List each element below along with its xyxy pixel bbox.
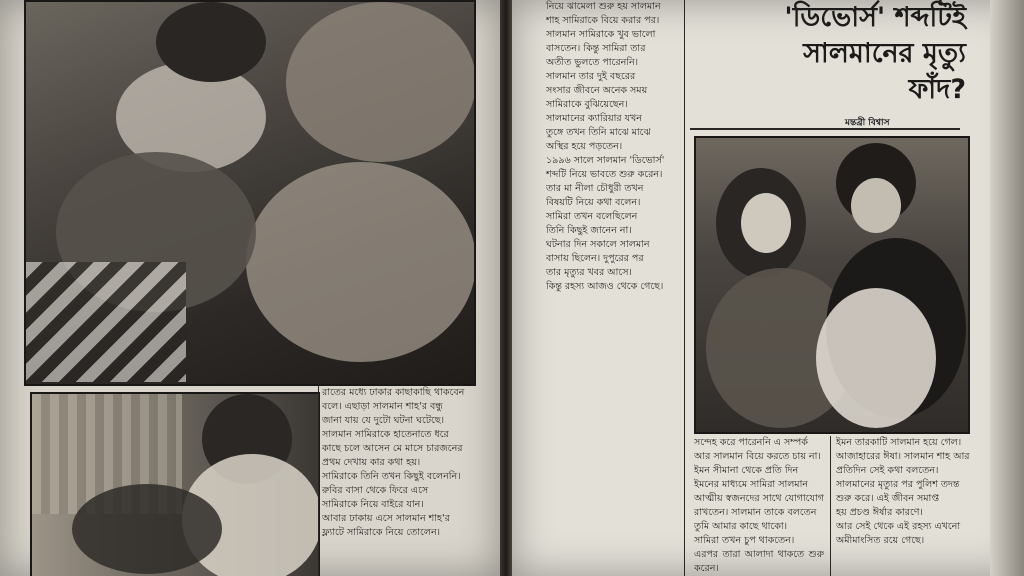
- text-line: আবার ঢাকায় এসে সালমান শাহ'র: [322, 513, 450, 524]
- column-rule: [318, 386, 319, 576]
- text-line: ১৯৯৬ সালে সালমান 'ডিভোর্স': [546, 155, 665, 166]
- column-rule: [830, 436, 831, 576]
- headline-line-3: ফাঁদ?: [908, 74, 966, 105]
- text-line: বাসতেন। কিন্তু সামিরা তার: [546, 43, 646, 54]
- text-line: সামিরাকে তিনি তখন কিছুই বলেননি।: [322, 471, 461, 482]
- text-line: সামিরা তখন চুপ থাকতেন।: [694, 535, 795, 546]
- photo-couple-portrait: [694, 136, 970, 434]
- text-line: এরপর তারা আলাদা থাকতে শুরু করেন।: [694, 549, 824, 574]
- column-rule: [684, 0, 685, 576]
- text-line: শাহ সামিরাকে বিয়ে করার পর।: [546, 15, 660, 26]
- text-line: সালমান সামিরাকে হাতেনাতে ধরে: [322, 429, 449, 440]
- text-line: নিয়ে ঝামেলা শুরু হয় সালমান: [546, 1, 661, 12]
- text-line: সামিরাকে নিয়ে বাইরে যান।: [322, 499, 424, 510]
- text-line: সন্দেহ করে পারেননি এ সম্পর্ক: [694, 437, 808, 448]
- right-article-column-left: [546, 0, 680, 576]
- text-line: তুমি আমার কাছে থাকো।: [694, 521, 788, 532]
- article-headline: [716, 0, 966, 108]
- text-line: জানা যায় যে দুটো ঘটনা ঘটেছে।: [322, 415, 444, 426]
- text-line: তিনি কিছুই জানেন না।: [546, 225, 632, 236]
- text-line: রাখতেন। সালমান তাকে বলতেন: [694, 507, 817, 518]
- text-line: সামিরা তখন বলেছিলেন: [546, 211, 638, 222]
- left-newspaper-page: [0, 0, 500, 576]
- text-line: অমীমাংসিত রয়ে গেছে।: [836, 535, 925, 546]
- right-article-column-middle: [694, 436, 824, 576]
- page-gutter: [500, 0, 512, 576]
- text-line: আর সালমান বিয়ে করতে চায় না।: [694, 451, 821, 462]
- text-line: প্রতিদিন সেই কথা বলতেন।: [836, 465, 939, 476]
- next-page-edge: [990, 0, 1024, 576]
- text-line: তার মৃত্যুর খবর আসে।: [546, 267, 632, 278]
- text-line: সংসার জীবনে অনেক সময়: [546, 85, 648, 96]
- text-line: আজাহারের ঈষা। সালমান শাহ আর: [836, 451, 970, 462]
- photo-couple-seated: [30, 392, 320, 576]
- text-line: অস্থির হয়ে পড়তেন।: [546, 141, 623, 152]
- text-line: তার মা নীলা চৌধুরী তখন: [546, 183, 644, 194]
- headline-line-2: সালমানের মৃত্যু: [803, 38, 966, 69]
- text-line: কাছে চলে আসেন মে মাসে চারজনের: [322, 443, 463, 454]
- text-line: সামিরাকে বুঝিয়েছেন।: [546, 99, 628, 110]
- text-line: রাতের মধ্যে ঢাকার কাছাকাছি থাকবেন: [322, 387, 465, 398]
- text-line: সালমান তার দুই বছরের: [546, 71, 636, 82]
- text-line: বিষয়টি নিয়ে কথা বলেন।: [546, 197, 641, 208]
- text-line: ইমন তারকাটি সালমান হয়ে গেল।: [836, 437, 962, 448]
- text-line: ঘটনার দিন সকালে সালমান: [546, 239, 650, 250]
- left-article-column: [322, 386, 472, 576]
- text-line: বলে। এছাড়া সালমান শাহ'র বন্ধু: [322, 401, 443, 412]
- text-line: আত্মীয় স্বজনদের সাথে যোগাযোগ: [694, 493, 824, 504]
- text-line: সালমান সামিরাকে খুব ভালো: [546, 29, 656, 40]
- photo-couple-bed: [24, 0, 476, 386]
- text-line: ইমন সীমানা থেকে প্রতি দিন: [694, 465, 799, 476]
- right-article-column-right: [836, 436, 976, 576]
- text-line: রুবির বাসা থেকে ফিরে এসে: [322, 485, 429, 496]
- text-line: ফ্ল্যাটে সামিরাকে নিয়ে তোলেন।: [322, 527, 441, 538]
- headline-rule: [690, 128, 960, 130]
- text-line: সালমানের মৃত্যুর পর পুলিশ তদন্ত: [836, 479, 960, 490]
- text-line: শুরু করে। এই জীবন সমাপ্ত: [836, 493, 940, 504]
- text-line: তুঙ্গে তখন তিনি মাঝে মাঝে: [546, 127, 651, 138]
- text-line: প্রথম দেখায় কার কথা হয়।: [322, 457, 421, 468]
- author-byline: মন্তব্রী বিশ্বাস: [845, 118, 890, 128]
- text-line: অতীত ভুলতে পারেননি।: [546, 57, 639, 68]
- text-line: হয় প্রচণ্ড ঈর্ষার কারণে।: [836, 507, 923, 518]
- headline-line-1: 'ডিভোর্স' শব্দটিই: [784, 2, 966, 33]
- text-line: আর সেই থেকে এই রহস্য এখনো: [836, 521, 961, 532]
- text-line: কিন্তু রহস্য আজও থেকে গেছে।: [546, 281, 664, 292]
- text-line: ইমনের মাধ্যমে সামিরা সালমান: [694, 479, 809, 490]
- text-line: সালমানের ক্যারিয়ার যখন: [546, 113, 642, 124]
- text-line: বাসায় ছিলেন। দুপুরের পর: [546, 253, 644, 264]
- text-line: শব্দটি নিয়ে ভাবতে শুরু করেন।: [546, 169, 663, 180]
